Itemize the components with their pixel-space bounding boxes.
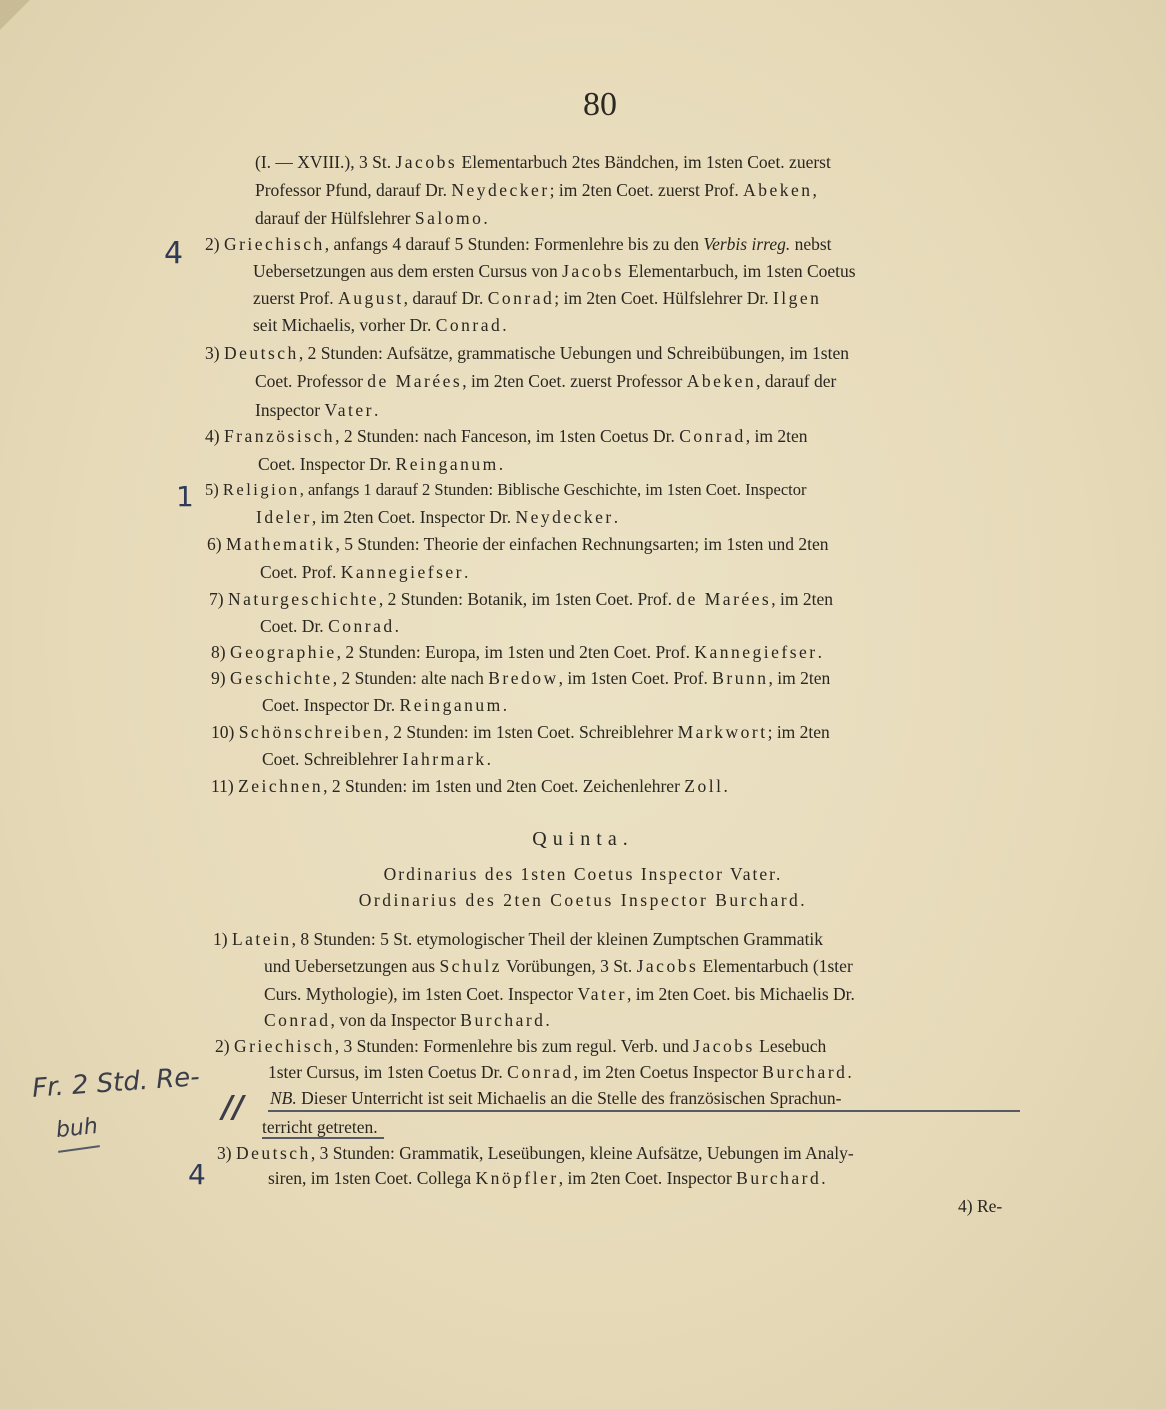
pencil-underline — [262, 1137, 384, 1139]
text-line: Ideler, im 2ten Coet. Inspector Dr. Neydecker. — [256, 507, 619, 527]
ordinarius-line-1: Ordinarius des 1sten Coetus Inspector Vater. — [383, 864, 783, 884]
text-line: Uebersetzungen aus dem ersten Cursus von Jacobs Elementarbuch, im 1sten Coetus — [253, 261, 856, 281]
pencil-mark-strike: // — [222, 1090, 244, 1125]
list-item-griechisch-quinta: 2) Griechisch, 3 Stunden: Formenlehre bis zum regul. Verb. und Jacobs Lesebuch — [215, 1036, 827, 1056]
text-line: darauf der Hülfslehrer Salomo. — [255, 208, 488, 228]
text-line: Coet. Prof. Kannegiefser. — [260, 562, 469, 582]
text-line: Coet. Dr. Conrad. — [260, 616, 399, 636]
list-item-franzoesisch: 4) Französisch, 2 Stunden: nach Fanceson, im 1sten Coetus Dr. Conrad, im 2ten — [205, 426, 808, 446]
text-line: Curs. Mythologie), im 1sten Coet. Inspector Vater, im 2ten Coet. bis Michaelis Dr. — [264, 984, 855, 1004]
catchword: 4) Re- — [958, 1196, 1003, 1216]
margin-note-4: 4 — [188, 1158, 206, 1191]
list-item-religion: 5) Religion, anfangs 1 darauf 2 Stunden: Biblische Geschichte, im 1sten Coet. Inspector — [205, 480, 807, 499]
margin-note-4: 4 — [164, 236, 184, 271]
text-line: terricht getreten. — [262, 1117, 378, 1137]
list-item-deutsch: 3) Deutsch, 2 Stunden: Aufsätze, grammatische Uebungen und Schreibübungen, im 1sten — [205, 343, 849, 363]
text-line: Coet. Professor de Marées, im 2ten Coet. zuerst Professor Abeken, darauf der — [255, 371, 837, 391]
section-heading-quinta: Quinta. — [532, 828, 634, 850]
text-line: Inspector Vater. — [255, 400, 379, 420]
list-item-geographie: 8) Geographie, 2 Stunden: Europa, im 1sten und 2ten Coet. Prof. Kannegiefser. — [211, 642, 823, 662]
list-item-deutsch-quinta: 3) Deutsch, 3 Stunden: Grammatik, Leseübungen, kleine Aufsätze, Uebungen im Analy- — [217, 1143, 854, 1163]
list-item-schoenschreiben: 10) Schönschreiben, 2 Stunden: im 1sten Coet. Schreiblehrer Markwort; im 2ten — [211, 722, 830, 742]
ordinarius-line-2: Ordinarius des 2ten Coetus Inspector Burchard. — [358, 890, 808, 910]
pencil-underline — [268, 1110, 1020, 1112]
list-item-zeichnen: 11) Zeichnen, 2 Stunden: im 1sten und 2ten Coet. Zeichenlehrer Zoll. — [211, 776, 728, 796]
text-line: (I. — XVIII.), 3 St. Jacobs Elementarbuch 2tes Bändchen, im 1sten Coet. zuerst — [255, 152, 831, 172]
nota-bene-line: NB. Dieser Unterricht ist seit Michaelis an die Stelle des französischen Sprachun- — [270, 1088, 842, 1108]
text-line: und Uebersetzungen aus Schulz Vorübungen, 3 St. Jacobs Elementarbuch (1ster — [264, 956, 853, 976]
list-item-naturgeschichte: 7) Naturgeschichte, 2 Stunden: Botanik, im 1sten Coet. Prof. de Marées, im 2ten — [209, 589, 833, 609]
pencil-note-buh: buh — [54, 1113, 100, 1144]
text-line: zuerst Prof. August, darauf Dr. Conrad; im 2ten Coet. Hülfslehrer Dr. Ilgen — [253, 288, 822, 308]
text-line: Coet. Schreiblehrer Iahrmark. — [262, 749, 491, 769]
margin-note-1: 1 — [176, 480, 194, 513]
text-line: Coet. Inspector Dr. Reinganum. — [258, 454, 504, 474]
list-item-latein: 1) Latein, 8 Stunden: 5 St. etymologischer Theil der kleinen Zumptschen Grammatik — [213, 929, 824, 949]
text-line: seit Michaelis, vorher Dr. Conrad. — [253, 315, 507, 335]
pencil-note-fr: Fr. 2 Std. Re- — [31, 1062, 201, 1104]
list-item-griechisch: 2) Griechisch, anfangs 4 darauf 5 Stunden: Formenlehre bis zu den Verbis irreg. nebst — [205, 234, 832, 254]
text-line: Professor Pfund, darauf Dr. Neydecker; im 2ten Coet. zuerst Prof. Abeken, — [255, 180, 817, 200]
text-line: 1ster Cursus, im 1sten Coetus Dr. Conrad, im 2ten Coetus Inspector Burchard. — [268, 1062, 852, 1082]
page-corner-fold — [0, 0, 30, 30]
text-line: Conrad, von da Inspector Burchard. — [264, 1010, 550, 1030]
list-item-mathematik: 6) Mathematik, 5 Stunden: Theorie der einfachen Rechnungsarten; im 1sten und 2ten — [207, 534, 829, 554]
text-line: Coet. Inspector Dr. Reinganum. — [262, 695, 508, 715]
text-line: siren, im 1sten Coet. Collega Knöpfler, im 2ten Coet. Inspector Burchard. — [268, 1168, 826, 1188]
pencil-underline — [58, 1145, 100, 1153]
list-item-geschichte: 9) Geschichte, 2 Stunden: alte nach Bredow, im 1sten Coet. Prof. Brunn, im 2ten — [211, 668, 831, 688]
page-number: 80 — [583, 86, 617, 123]
